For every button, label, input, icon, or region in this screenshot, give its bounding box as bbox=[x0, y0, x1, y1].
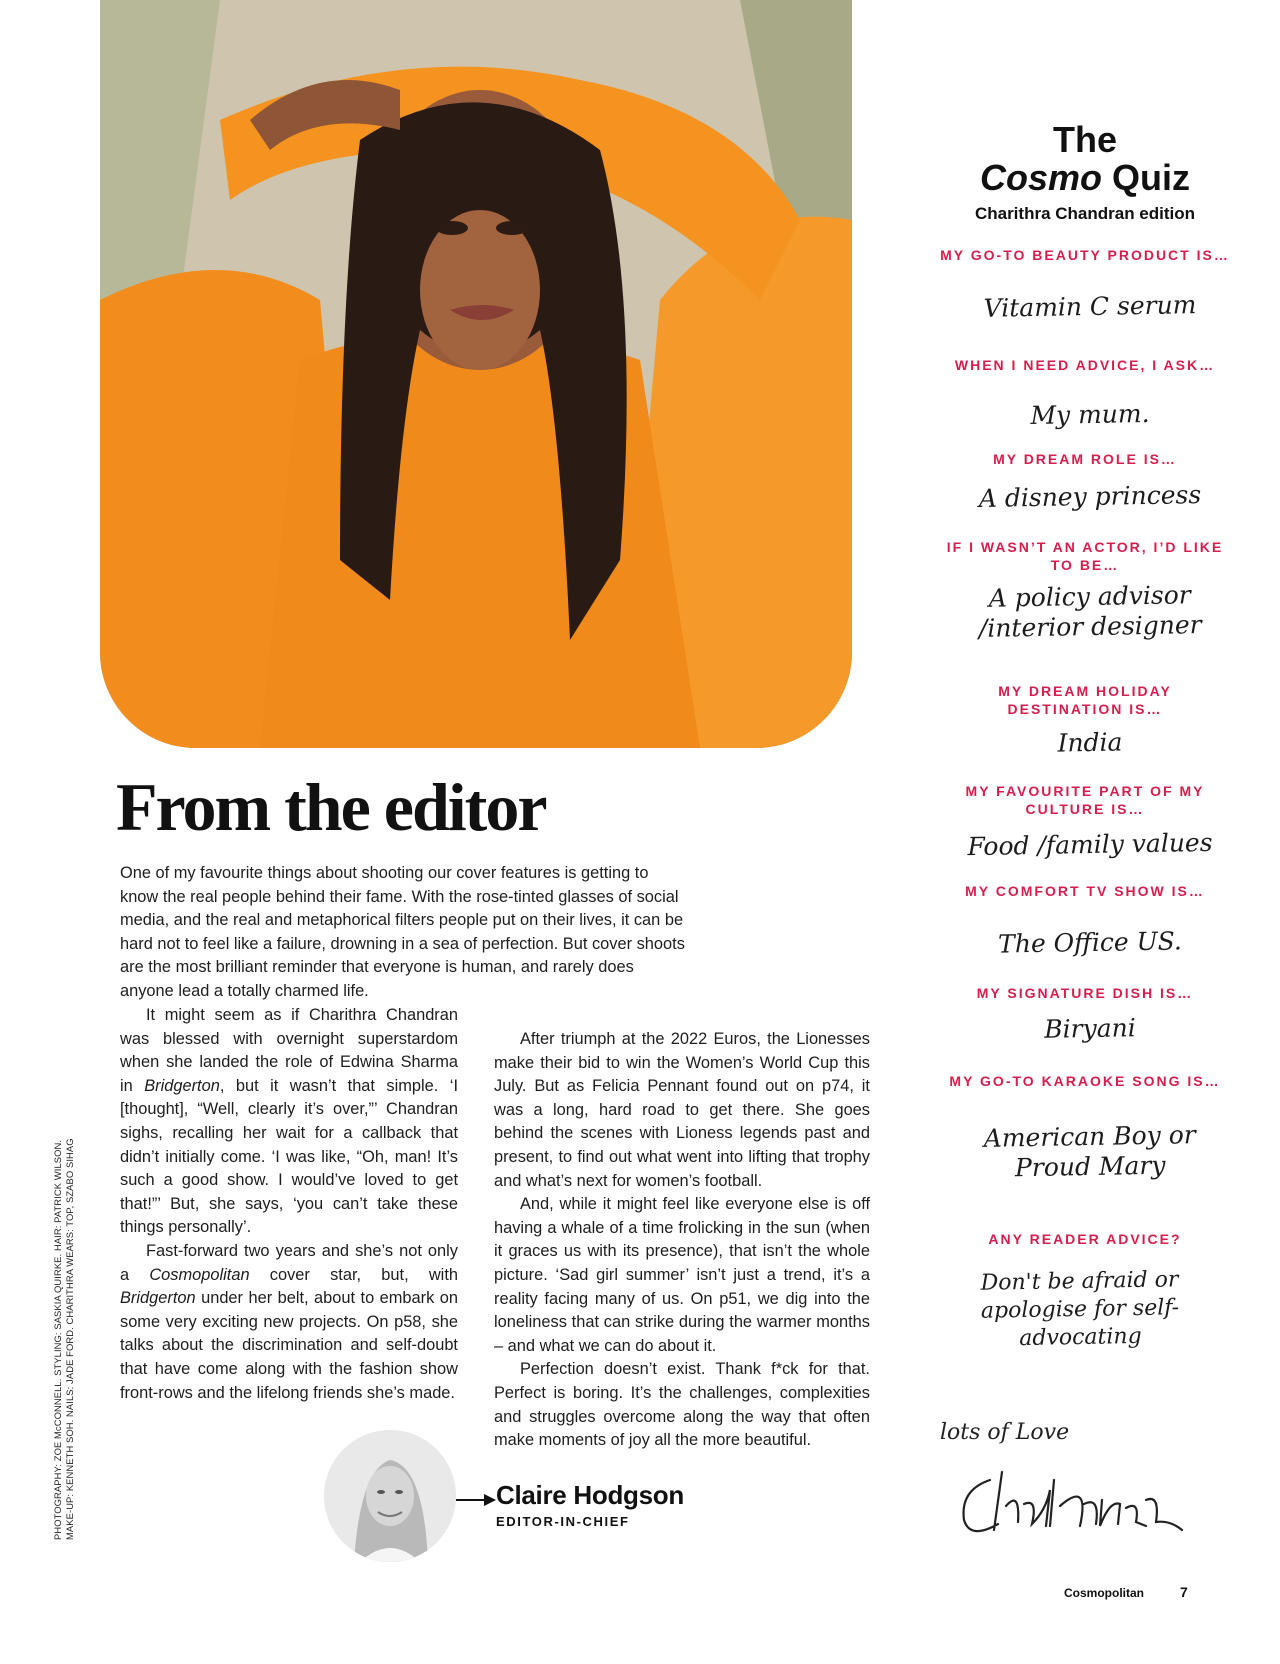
quiz-title-the: The bbox=[1052, 119, 1117, 160]
quiz-answer: Don't be afraid or apologise for self-advocating bbox=[980, 1267, 1180, 1352]
quiz-question: ANY READER ADVICE? bbox=[988, 1231, 1182, 1247]
editor-role: EDITOR-IN-CHIEF bbox=[496, 1514, 630, 1529]
quiz-question: MY DREAM HOLIDAY DESTINATION IS… bbox=[998, 683, 1172, 717]
quiz-answer: Vitamin C serum bbox=[983, 290, 1197, 323]
credit-line: MAKE-UP: KENNETH SOH. NAILS: JADE FORD. CHARITHRA WEARS: TOP, SZABO SIHAG bbox=[64, 1138, 75, 1540]
quiz-answer: Biryani bbox=[1044, 1013, 1136, 1044]
editor-name: Claire Hodgson bbox=[496, 1480, 684, 1510]
quiz-title-quiz: Quiz bbox=[1112, 157, 1191, 198]
quiz-answer: The Office US. bbox=[997, 926, 1183, 959]
intro-paragraph: One of my favourite things about shooting our cover features is getting to know the real people behind their fame. With the rose-tinted glasses of social media, and the real and metaphorical filters people put on their lives, it can be hard not to feel like a failure, drowning in a sea of perfection. But cover shoots are the most brilliant reminder that everyone is human, and rarely does anyone lead a totally charmed life. bbox=[120, 864, 685, 1000]
editor-avatar-illustration bbox=[324, 1430, 456, 1562]
quiz-question: MY GO-TO BEAUTY PRODUCT IS… bbox=[940, 247, 1230, 263]
arrow-right-icon bbox=[456, 1492, 496, 1508]
quiz-answer: India bbox=[1057, 727, 1123, 758]
body-column-left bbox=[120, 1004, 458, 1405]
quiz-answer: A policy advisor /interior designer bbox=[978, 580, 1202, 643]
photo-credits bbox=[52, 1100, 78, 1540]
cover-photo bbox=[100, 0, 852, 748]
quiz-answer: A disney princess bbox=[978, 480, 1202, 513]
signoff: lots of Love bbox=[940, 1420, 1070, 1445]
signature bbox=[950, 1460, 1200, 1540]
quiz-title bbox=[940, 158, 1230, 198]
cosmo-quiz-sidebar bbox=[940, 120, 1260, 1550]
quiz-title-cosmo: Cosmo bbox=[979, 157, 1102, 198]
page-title: From the editor bbox=[116, 769, 546, 845]
quiz-question: MY COMFORT TV SHOW IS… bbox=[965, 883, 1205, 899]
editor-avatar bbox=[324, 1430, 456, 1562]
paragraph: Perfection doesn’t exist. Thank f*ck for that. Perfect is boring. It’s the challenges, complexities and struggles overcome along the way that often make moments of joy all the more beautiful. bbox=[494, 1360, 870, 1450]
quiz-question: MY DREAM ROLE IS… bbox=[993, 451, 1177, 467]
quiz-question: MY SIGNATURE DISH IS… bbox=[976, 985, 1194, 1001]
quiz-answer: American Boy or Proud Mary bbox=[983, 1120, 1196, 1183]
quiz-question: MY FAVOURITE PART OF MY CULTURE IS… bbox=[965, 783, 1205, 817]
cover-photo-illustration bbox=[100, 0, 852, 748]
body-column-right bbox=[494, 1028, 870, 1453]
quiz-question: MY GO-TO KARAOKE SONG IS… bbox=[949, 1073, 1221, 1089]
quiz-question: IF I WASN’T AN ACTOR, I’D LIKE TO BE… bbox=[946, 539, 1224, 573]
quiz-question: WHEN I NEED ADVICE, I ASK… bbox=[954, 357, 1216, 373]
quiz-subtitle: Charithra Chandran edition bbox=[974, 204, 1196, 223]
paragraph: It might seem as if Charithra Chandran was blessed with overnight superstardom when she landed the role of Edwina Sharma in Bridgerton, but it wasn’t that simple. ‘I [thought], “Well, clearly it’s over,”’ Chandran sighs, recalling her wait for a callback that didn’t initially come. ‘I was like, “Oh, man! It’s such a good show. I would’ve loved to get that!”’ But, she says, ‘you can’t take these things personally’. bbox=[120, 1006, 458, 1237]
paragraph: And, while it might feel like everyone else is off having a whale of a time frolicking in the sun (when it graces us with its presence), that isn’t the whole picture. ‘Sad girl summer’ isn’t just a trend, it’s a reality facing many of us. On p51, we dig into the loneliness that can strike during the warmer months – and what we can do about it. bbox=[494, 1195, 870, 1355]
quiz-answer: Food /family values bbox=[967, 827, 1213, 862]
paragraph: Fast-forward two years and she’s not only a Cosmopolitan cover star, but, with Bridgerton under her belt, about to embark on some very exciting new projects. On p58, she talks about the discrimination and self-doubt that have come along with the fashion show front-rows and the lifelong friends she’s made. bbox=[120, 1241, 458, 1402]
credit-line: PHOTOGRAPHY: ZOE McCONNELL. STYLING: SASKIA QUIRKE. HAIR: PATRICK WILSON. bbox=[52, 1139, 63, 1540]
paragraph: After triumph at the 2022 Euros, the Lionesses make their bid to win the Women’s World Cup this July. But as Felicia Pennant found out on p74, it was a long, hard road to get there. She goes behind the scenes with Lioness legends past and present, to find out what went into lifting that trophy and what’s next for women’s football. bbox=[494, 1030, 870, 1190]
quiz-answer: My mum. bbox=[1030, 398, 1150, 431]
signature-illustration bbox=[950, 1460, 1200, 1540]
page-number: 7 bbox=[1180, 1584, 1188, 1600]
magazine-name: Cosmopolitan bbox=[1064, 1586, 1144, 1600]
